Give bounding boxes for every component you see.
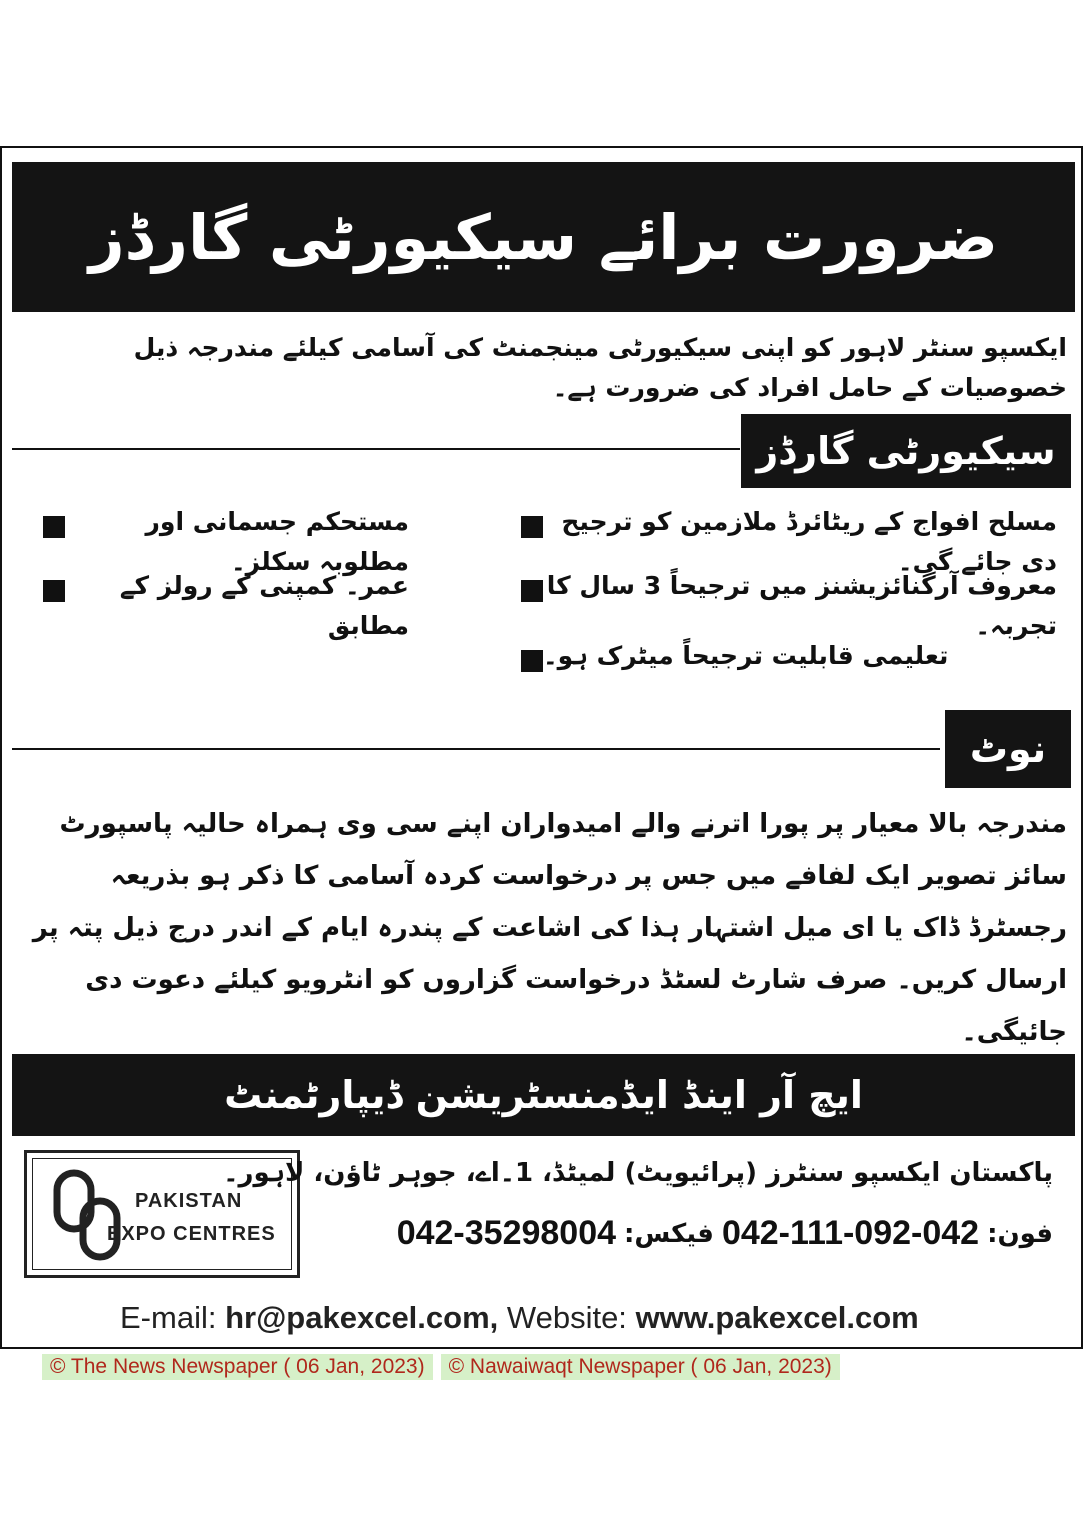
email-label: E-mail: (120, 1300, 217, 1335)
square-bullet-icon (43, 516, 65, 538)
list-item-text: عمر۔ کمپنی کے رولز کے مطابق (119, 571, 409, 640)
credit-nawaiwaqt: © Nawaiwaqt Newspaper ( 06 Jan, 2023) (441, 1354, 840, 1380)
square-bullet-icon (43, 580, 65, 602)
ad-title: ضرورت برائے سیکیورٹی گارڈز (88, 200, 999, 274)
phone-fax-row (397, 1214, 1053, 1253)
guards-section-title: سیکیورٹی گارڈز (741, 414, 1071, 488)
logo-text-line2: EXPO CENTRES (107, 1223, 276, 1245)
fax-number: 042-35298004 (396, 1214, 617, 1252)
square-bullet-icon (521, 580, 543, 602)
footer-band (12, 1054, 1075, 1136)
note-text: مندرجہ بالا معیار پر پورا اترنے والے امیدواران اپنے سی وی ہمراہ حالیہ پاسپورٹ سائز تصویر ایک لفافے میں جس پر درخواست کردہ آسامی کا ذکر ہو بذریعہ رجسٹرڈ ڈاک یا ای میل اشتہار ہذا کی اشاعت کے پندرہ ایام کے اندر درج ذیل پتہ پر ارسال کریں۔ صرف شارٹ لسٹڈ درخواست گزاروں کو انٹرویو کیلئے دعوت دی جائیگی۔ (32, 809, 1067, 1047)
logo-text-line1: PAKISTAN (135, 1190, 243, 1212)
credit-the-news: © The News Newspaper ( 06 Jan, 2023) (42, 1354, 433, 1380)
website-url: www.pakexcel.com (635, 1300, 919, 1335)
section-divider (12, 748, 940, 750)
phone-number: 042-111-092-042 (721, 1214, 980, 1252)
header-band (12, 162, 1075, 312)
square-bullet-icon (521, 516, 543, 538)
chain-link-logo-icon (53, 1169, 123, 1261)
phone-label: فون: (987, 1218, 1053, 1249)
list-item (497, 566, 1057, 646)
job-advertisement (0, 146, 1083, 1349)
list-item-text: معروف آرگنائزیشنز میں ترجیحاً 3 سال کا تجربہ۔ (546, 571, 1057, 640)
list-item (19, 566, 409, 646)
fax-label: فیکس: (624, 1218, 714, 1249)
source-credits (42, 1354, 840, 1380)
address: پاکستان ایکسپو سنٹرز (پرائیویٹ) لمیٹڈ، 1۔اے، جوہر ٹاؤن، لاہور۔ (223, 1158, 1053, 1188)
list-item-text: مسلح افواج کے ریٹائرڈ ملازمین کو ترجیح دی جائے گی۔ (561, 507, 1057, 576)
list-item-text: تعلیمی قابلیت ترجیحاً میٹرک ہو۔ (543, 641, 949, 670)
contact-line (120, 1300, 919, 1336)
note-section-title: نوٹ (945, 710, 1071, 788)
department-name: ایچ آر اینڈ ایڈمنسٹریشن ڈیپارٹمنٹ (224, 1073, 863, 1117)
website-label: Website: (506, 1300, 627, 1335)
list-item (497, 636, 1057, 676)
section-divider (12, 448, 740, 450)
intro-text: ایکسپو سنٹر لاہور کو اپنی سیکیورٹی مینجمنٹ کی آسامی کیلئے مندرجہ ذیل خصوصیات کے حامل افراد کی ضرورت ہے۔ (133, 333, 1067, 402)
square-bullet-icon (521, 650, 543, 672)
list-item-text: مستحکم جسمانی اور مطلوبہ سکلز۔ (145, 507, 409, 576)
email-address: hr@pakexcel.com, (225, 1300, 499, 1335)
